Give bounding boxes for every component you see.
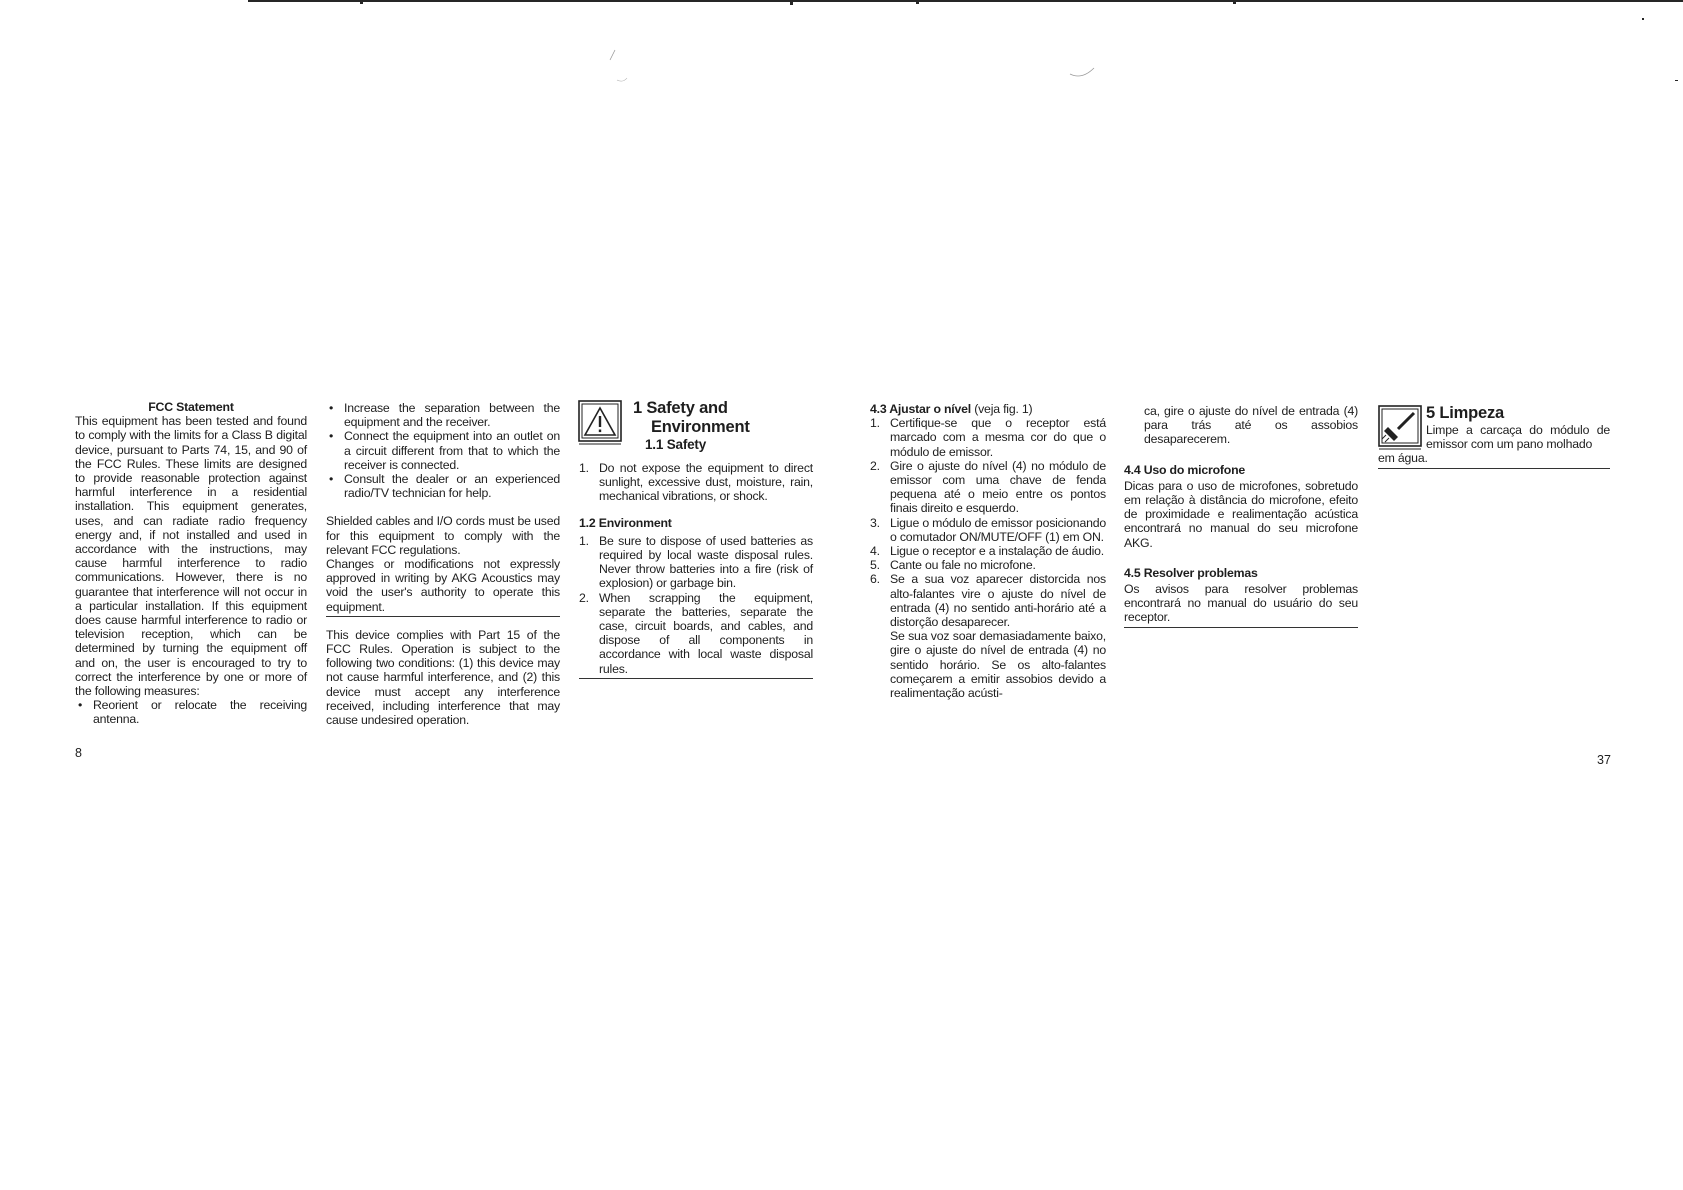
list-item: 2. Gire o ajuste do nível (4) no módulo de emissor com uma chave de fenda pequena até o meio entre os pontos finais direito e esquerdo. bbox=[870, 458, 1106, 516]
list-item: 1. Certifique-se que o receptor está marcado com a mesma cor do que o módulo de emissor. bbox=[870, 416, 1106, 459]
cleaning-title: 5 Limpeza bbox=[1426, 404, 1504, 422]
page-number-left: 8 bbox=[75, 746, 82, 760]
cleaning-text: Limpe a carcaça do módulo de emissor com um pano molhado bbox=[1426, 423, 1610, 452]
list-item: 3. Ligue o módulo de emissor posicionando o comutador ON/MUTE/OFF (1) em ON. bbox=[870, 515, 1106, 544]
list-item: • Consult the dealer or an experienced radio/TV technician for help. bbox=[326, 472, 560, 500]
part15-paragraph: This device complies with Part 15 of the FCC Rules. Operation is subject to the following two conditions: (1) this device may not cause harmful interference, and (2) this device must accept any interference received, including interference that may cause undesired operation. bbox=[326, 627, 560, 728]
environment-list bbox=[579, 534, 813, 676]
section-title-line2: Environment bbox=[651, 418, 750, 436]
safety-list bbox=[579, 461, 813, 504]
fcc-bullet-list bbox=[75, 698, 307, 726]
list-item: 4. Ligue o receptor e a instalação de áudio. bbox=[870, 544, 1104, 559]
fcc-continued-column bbox=[326, 401, 560, 727]
list-item: • Reorient or relocate the receiving antenna. bbox=[75, 698, 307, 726]
section-divider bbox=[1124, 627, 1358, 628]
section-title-block bbox=[579, 399, 813, 453]
list-item: 1. Be sure to dispose of used batteries as required by local waste disposal rules. Never throw batteries into a fire (risk of explosion) or garbage bin. bbox=[579, 533, 813, 591]
continuation-paragraph: ca, gire o ajuste do nível de entrada (4) para trás até os assobios desaparecerem. bbox=[1144, 404, 1358, 447]
modifications-paragraph: Changes or modifications not expressly approved in writing by AKG Acoustics may void the user's authority to operate this equipment. bbox=[326, 557, 560, 614]
scan-mark bbox=[1642, 18, 1644, 20]
section-title-line1: 1 Safety and bbox=[633, 399, 728, 417]
section-divider bbox=[579, 678, 813, 679]
microphone-column bbox=[1124, 404, 1358, 628]
scan-mark bbox=[1233, 0, 1236, 4]
list-item: 1. Do not expose the equipment to direct sunlight, excessive dust, moisture, rain, mechanical vibrations, or shock. bbox=[579, 461, 813, 504]
cleaning-title-block bbox=[1378, 404, 1610, 451]
environment-subtitle: 1.2 Environment bbox=[579, 515, 672, 530]
troubleshoot-paragraph: Os avisos para resolver problemas encontrará no manual do usuário do seu receptor. bbox=[1124, 582, 1358, 625]
safety-environment-column bbox=[579, 399, 813, 679]
scan-mark bbox=[790, 0, 793, 5]
top-border-line bbox=[248, 0, 1683, 2]
adjust-level-heading: 4.3 Ajustar o nível (veja fig. 1) bbox=[870, 402, 1033, 416]
list-item: 5. Cante ou fale no microfone. bbox=[870, 558, 1036, 573]
fcc-statement-column bbox=[75, 400, 307, 727]
fcc-paragraph: This equipment has been tested and found to comply with the limits for a Class B digital device, pursuant to Parts 74, 15, and 90 of the FCC Rules. These limits are designed to provide reasonable protection against harmful interference in a residential installation. This equipment generates, uses, and can radiate radio frequency energy and, if not installed and used in accordance with the instructions, may cause harmful interference to radio communications. However, there is no guarantee that interference will not occur in a particular installation. If this equipment does cause harmful interference to radio or television reception, which can be determined by turning the equipment off and on, the user is encouraged to try to correct the interference by one or more of the following measures: bbox=[75, 414, 307, 699]
scan-speck bbox=[605, 45, 645, 90]
list-item: • Increase the separation between the equipment and the receiver. bbox=[326, 401, 560, 429]
fcc-heading: FCC Statement bbox=[148, 400, 234, 414]
adjust-level-list bbox=[870, 416, 1106, 700]
scan-mark bbox=[1675, 80, 1678, 81]
safety-subtitle: 1.1 Safety bbox=[645, 437, 707, 452]
cleaning-column bbox=[1378, 404, 1610, 469]
adjust-level-column bbox=[870, 402, 1106, 700]
section-divider bbox=[1378, 468, 1610, 469]
fcc-measures-list bbox=[326, 401, 560, 500]
scan-mark bbox=[360, 0, 363, 4]
list-item: 6. Se a sua voz aparecer distorcida nos alto-falantes vire o ajuste do nível de entrada (4) no sentido anti-horário até a distorção desaparecer. Se sua voz soar demasiadamente baixo, gire o ajuste do nível de entrada (4) no sentido horário. Se os alto-falantes começarem a emitir assobios devido a realimentação acústi- bbox=[870, 572, 1106, 701]
list-item: 2. When scrapping the equipment, separate the batteries, separate the case, circuit boards, and cables, and dispose of all components in accordance with local waste disposal rules. bbox=[579, 590, 813, 676]
microphone-heading: 4.4 Uso do microfone bbox=[1124, 462, 1246, 477]
scan-mark bbox=[916, 0, 919, 4]
shielded-cables-paragraph: Shielded cables and I/O cords must be used for this equipment to comply with the relevant FCC regulations. bbox=[326, 514, 560, 557]
troubleshoot-heading: 4.5 Resolver problemas bbox=[1124, 565, 1258, 580]
scan-speck bbox=[1065, 62, 1105, 82]
cleaning-text-end: em água. bbox=[1378, 451, 1428, 466]
page-number-right: 37 bbox=[1597, 753, 1611, 767]
list-item: • Connect the equipment into an outlet on a circuit different from that to which the receiver is connected. bbox=[326, 429, 560, 472]
microphone-paragraph: Dicas para o uso de microfones, sobretudo em relação à distância do microfone, efeito de proximidade e realimentação acústica encontrará no manual do seu microfone AKG. bbox=[1124, 478, 1358, 550]
